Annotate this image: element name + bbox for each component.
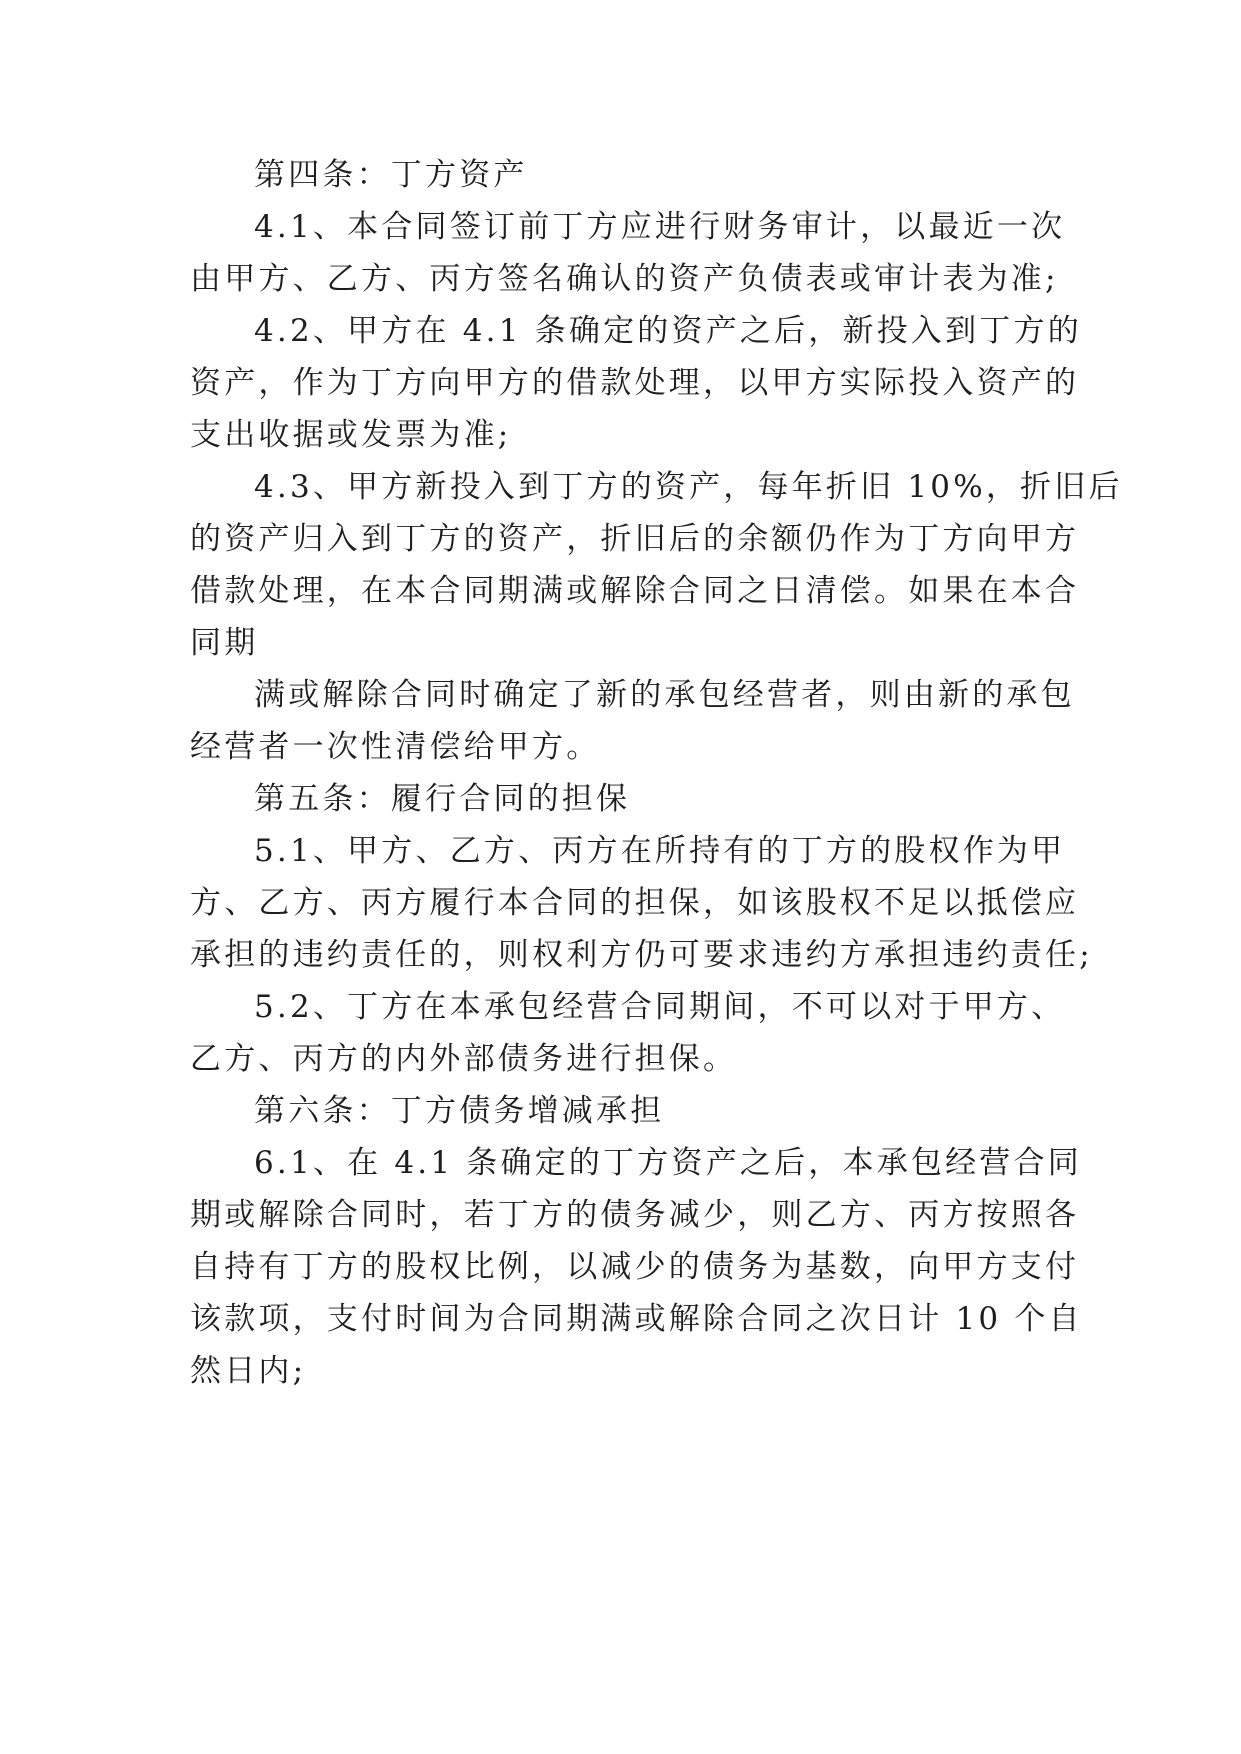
paragraph-line: 经营者一次性清偿给甲方。 <box>190 729 601 765</box>
paragraph-line: 满或解除合同时确定了新的承包经营者，则由新的承包 <box>254 677 1075 713</box>
paragraph-line: 支出收据或发票为准; <box>190 417 512 453</box>
paragraph-line: 5.1、甲方、乙方、丙方在所持有的丁方的股权作为甲 <box>254 833 1066 869</box>
paragraph-line: 的资产归入到丁方的资产，折旧后的余额仍作为丁方向甲方 <box>190 521 1080 557</box>
paragraph-line: 4.1、本合同签订前丁方应进行财务审计，以最近一次 <box>254 209 1066 245</box>
paragraph-line: 然日内; <box>190 1353 307 1389</box>
paragraph-line: 方、乙方、丙方履行本合同的担保，如该股权不足以抵偿应 <box>190 885 1080 921</box>
paragraph-line: 资产，作为丁方向甲方的借款处理，以甲方实际投入资产的 <box>190 365 1080 401</box>
paragraph-line: 4.3、甲方新投入到丁方的资产，每年折旧 10%，折旧后 <box>254 469 1123 505</box>
article-4-heading: 第四条：丁方资产 <box>254 157 528 193</box>
paragraph-line: 由甲方、乙方、丙方签名确认的资产负债表或审计表为准; <box>190 261 1059 297</box>
paragraph-line: 5.2、丁方在本承包经营合同期间，不可以对于甲方、 <box>254 989 1066 1025</box>
paragraph-line: 4.2、甲方在 4.1 条确定的资产之后，新投入到丁方的 <box>254 313 1082 349</box>
article-6-heading: 第六条：丁方债务增减承担 <box>254 1093 665 1129</box>
paragraph-line: 承担的违约责任的，则权利方仍可要求违约方承担违约责任; <box>190 937 1093 973</box>
paragraph-line: 借款处理，在本合同期满或解除合同之日清偿。如果在本合 <box>190 573 1080 609</box>
paragraph-line: 同期 <box>190 625 259 661</box>
paragraph-line: 自持有丁方的股权比例，以减少的债务为基数，向甲方支付 <box>190 1249 1080 1285</box>
paragraph-line: 期或解除合同时，若丁方的债务减少，则乙方、丙方按照各 <box>190 1197 1080 1233</box>
paragraph-line: 6.1、在 4.1 条确定的丁方资产之后，本承包经营合同 <box>254 1145 1082 1181</box>
paragraph-line: 乙方、丙方的内外部债务进行担保。 <box>190 1041 738 1077</box>
paragraph-line: 该款项，支付时间为合同期满或解除合同之次日计 10 个自 <box>190 1301 1083 1337</box>
article-5-heading: 第五条：履行合同的担保 <box>254 781 631 817</box>
